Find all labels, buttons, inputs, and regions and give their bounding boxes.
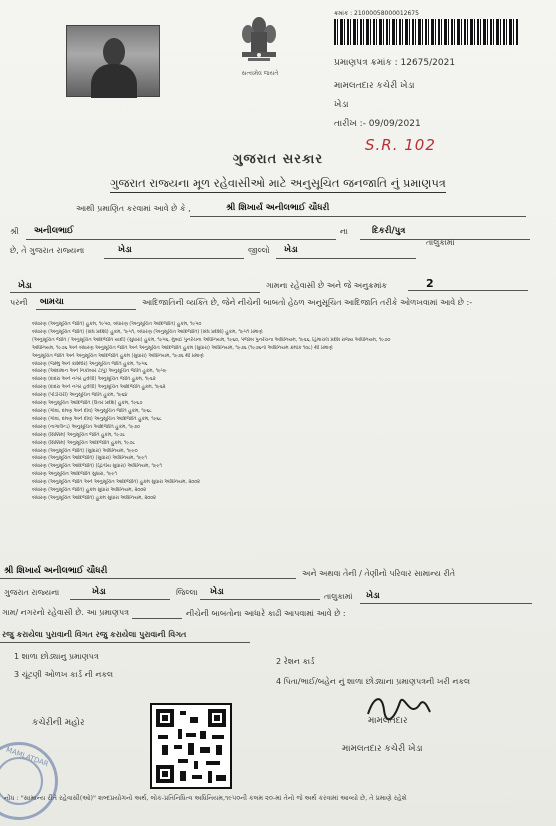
- order-item: અધિનિયમ, ૧૯૭૬ અને બંધારણ અનુસૂચિત જાતિ અને અનુસૂચિત આદિજાતિ હુકમ (સુધારા) અધિનિયમ, ૧૯૭૬ (૧૯૭૬નો અધિનિયમ ક્રમાંક ૧૦૮) થી પ્રમાણે: [32, 345, 333, 351]
- emblem-caption: સત્યમેવ જયતે: [241, 70, 279, 77]
- residence-district: ખેડા: [210, 587, 224, 597]
- documents-heading: રજુ કરાયેલા પુરાવાની વિગત રજુ કરાયેલા પુરાવાની વિગત: [2, 630, 187, 639]
- father-prefix: શ્રી: [10, 227, 19, 236]
- serial-number: 2: [426, 277, 434, 290]
- residence-taluka-label: તાલુકામાં: [324, 592, 353, 601]
- order-item: બંધારણ (અનુસૂચિત જાતિ) હુકમ, ૧૯૫૦, બંધારણ (અનુસૂચિત આદિજાતિ) હુકમ, ૧૯૫૦: [32, 322, 202, 327]
- village-value: ખેડા: [18, 281, 32, 291]
- caste-text: આદિજાતિની વ્યક્તિ છે, જેને નીચેની બાબતો હેઠળ અનુસૂચિત આદિજાતિ તરીકે ઓળખવામાં આવે છે :-: [142, 298, 473, 307]
- caste-value: બામચા: [40, 297, 64, 307]
- footer-note: નોંધ : "સામાન્ય રીતે રહેવાસી(ઓ)" શબ્દપ્રયોગનો અર્થ, લોક-પ્રતિનિધિત્વ અધિનિયમ,૧૯૫૦ની કલમ ૨૦-માં તેનો જે અર્થ કરવામાં આવ્યો છે, તે પ્રમાણે રહેશે: [4, 794, 407, 802]
- document-item: 2 રેશન કાર્ડ: [276, 657, 315, 666]
- district-value: ખેડા: [118, 245, 132, 255]
- certificate-number: પ્રમાણપત્ર ક્રમાંક : 12675/2021: [334, 58, 456, 68]
- taluka-label: તાલુકામાં: [426, 238, 455, 247]
- office-seal-stamp: MAMLATDAR: [0, 742, 58, 820]
- designation: મામલતદાર: [368, 716, 408, 726]
- order-item: બંધારણ (અનુસૂચિત આદિજાતિ) હુકમ સુધારા અધિનિયમ, ૨૦૦૨: [32, 495, 156, 501]
- office-seal-label: કચેરીની મહોર: [32, 718, 85, 728]
- village-text: ગામના રહેવાસી છે અને જે અનુક્રમાંક: [266, 281, 388, 290]
- father-name: અનીલભાઈ: [34, 226, 74, 236]
- order-item: બંધારણ (અનુસૂચિત જાતિ) (સંઘ પ્રદેશો) હુકમ, ૧૯૫૧, બંધારણ (અનુસૂચિત આદિજાતિ) (સંઘ પ્રદેશો) હુકમ, ૧૯૫૧ પ્રમાણે: [32, 329, 263, 335]
- order-item: બંધારણ (અનુસૂચિત જાતિ અને અનુસૂચિત આદિજાતિ) હુકમ સુધારા અધિનિયમ, ૨૦૦૨: [32, 480, 200, 486]
- order-item: બંધારણ (સિક્કિમ) અનુસૂચિત આદિજાતિ હુકમ, ૧૯૭૮: [32, 440, 136, 446]
- document-item: 1 શાળા છોડ્યાનુ પ્રમાણપત્ર: [14, 652, 99, 661]
- residence-district-label: જિલ્લા: [176, 588, 198, 597]
- certify-text: આથી પ્રમાણિત કરવામાં આવે છે કે ,: [76, 204, 191, 213]
- barcode: [334, 19, 518, 45]
- order-item: બંધારણ (અનુસૂચિત જાતિ) (સુધારા) અધિનિયમ, ૧૯૯૦: [32, 448, 138, 454]
- residence-village: ખેડા: [92, 587, 106, 597]
- order-item: બંધારણ (ગોવા, દમણ અને દીવ) અનુસૂચિત આદિજાતિ હુકમ, ૧૯૬૮: [32, 416, 162, 422]
- caste-prefix: પરની: [10, 298, 28, 307]
- qr-code: [150, 703, 232, 789]
- basis-text: નીચેની બાબતોના આધારે કાઢી આપવામાં આવે છે :: [186, 609, 346, 618]
- order-item: અનુસૂચિત જાતિ અને અનુસૂચિત આદિજાતિ હુકમ (સુધારા) અધિનિયમ, ૧૯૭૬ થી પ્રમાણે: [32, 353, 204, 359]
- document-item: 3 ચૂંટણી ઓળખ કાર્ડ ની નકલ: [14, 670, 114, 679]
- order-item: બંધારણ અનુસૂચિત આદિજાતિ (ઉત્તર પ્રદેશ) હુકમ, ૧૯૬૭: [32, 401, 143, 407]
- order-item: બંધારણ (ગોવા, દમણ અને દીવ) અનુસૂચિત જાતિ હુકમ, ૧૯૬૮: [32, 408, 152, 414]
- certificate-title: ગુજરાત રાજ્યના મૂળ રહેવાસીઓ માટે અનુસૂચિત જનજાતિ નું પ્રમાણપત્ર: [0, 176, 556, 191]
- residence-taluka: ખેડા: [366, 591, 380, 601]
- order-item: બંધારણ (અનુસૂચિત જાતિ) હુકમ સુધારા અધિનિયમ, ૨૦૦૨: [32, 488, 146, 494]
- handwritten-serial: S.R. 102: [365, 136, 436, 154]
- district-label: જીલ્લો: [248, 246, 270, 255]
- state-text: છે, તે ગુજરાત રાજ્યના: [10, 246, 85, 255]
- residence-state-text: ગુજરાત રાજ્યના: [4, 588, 60, 597]
- order-item: બંધારણ (પોંડીચેરી) અનુસૂચિત જાતિ હુકમ, ૧૯૬૪: [32, 393, 128, 399]
- order-item: બંધારણ (અનુસૂચિત આદિજાતિ) (સુધારા) અધિનિયમ, ૧૯૯૧: [32, 456, 147, 462]
- order-item: બંધારણ અનુસૂચિત આદિજાતિ સુધારા, ૧૯૯૧: [32, 472, 117, 478]
- holder-name: શ્રી શિખાર્ય અનીલભાઈ ચૌધરી: [226, 203, 330, 213]
- taluka-value: ખેડા: [284, 245, 298, 255]
- state-emblem-icon: [238, 12, 280, 70]
- of-text: ના: [340, 227, 348, 236]
- issuing-place: ખેડા: [334, 100, 349, 110]
- issuing-office: મામલતદાર કચેરી ખેડા: [334, 81, 415, 91]
- order-item: (અનુસૂચિત જાતિ / અનુસૂચિત આદિજાતિ યાદી) (સુધારા) હુકમ, ૧૯૫૬, મુંબઈ પુનર્રચના અધિનિયમ, ૧૯૬૦, પંજાબ પુનર્રચના અધિનિયમ, ૧૯૬૬, હિમાચલ પ્રદેશ રાજ્ય અધિનિયમ, ૧૯૭૦: [32, 337, 391, 343]
- order-item: બંધારણ (દાદરા અને નગર હવેલી) અનુસૂચિત જાતિ હુકમ, ૧૯૬૨: [32, 377, 156, 383]
- order-item: બંધારણ (દાદરા અને નગર હવેલી) અનુસૂચિત આદિજાતિ હુકમ, ૧૯૬૨: [32, 385, 166, 391]
- order-item: બંધારણ (જમ્મુ અને કાશ્મીર) અનુસૂચિત જાતિ હુકમ, ૧૯૫૬: [32, 361, 148, 367]
- order-item: બંધારણ (આંદામાન અને નિકોબાર ટાપુ) અનુસૂચિત જાતિ હુકમ, ૧૯૫૯: [32, 369, 167, 375]
- government-title: ગુજરાત સરકાર: [232, 152, 324, 167]
- issue-date: તારીખ :- 09/09/2021: [334, 119, 421, 129]
- order-item: બંધારણ (અનુસૂચિત આદિજાતિ) (દ્વિતીય સુધારા) અધિનિયમ, ૧૯૯૧: [32, 464, 162, 470]
- order-item: બંધારણ (સિક્કિમ) અનુસૂચિત જાતિ હુકમ, ૧૯૭૮: [32, 432, 126, 438]
- signing-office: મામલતદાર કચેરી ખેડા: [342, 744, 423, 754]
- relation: દિકરી/પુત્ર: [372, 226, 406, 236]
- sequence-number: ક્રમાંક : 21000058000012675: [334, 10, 419, 17]
- document-item: 4 પિતા/ભાઈ/બહેન નું શાળા છોડ્યાના પ્રમાણપત્રની ખરી નકલ: [276, 677, 471, 686]
- town-text: ગામ/ નગરનો રહેવાસી છે. આ પ્રમાણપત્ર: [2, 608, 130, 617]
- family-text: અને અથવા તેની / તેણીનો પરિવાર સામાન્ય રીતે: [302, 569, 456, 578]
- applicant-photo: [66, 25, 160, 97]
- order-item: બંધારણ (નાગાલેન્ડ) અનુસૂચિત આદિજાતિ હુકમ, ૧૯૭૦: [32, 424, 140, 430]
- residence-name: શ્રી શિખાર્ય અનીલભાઈ ચૌધરી: [4, 566, 108, 576]
- orders-list: [32, 321, 512, 503]
